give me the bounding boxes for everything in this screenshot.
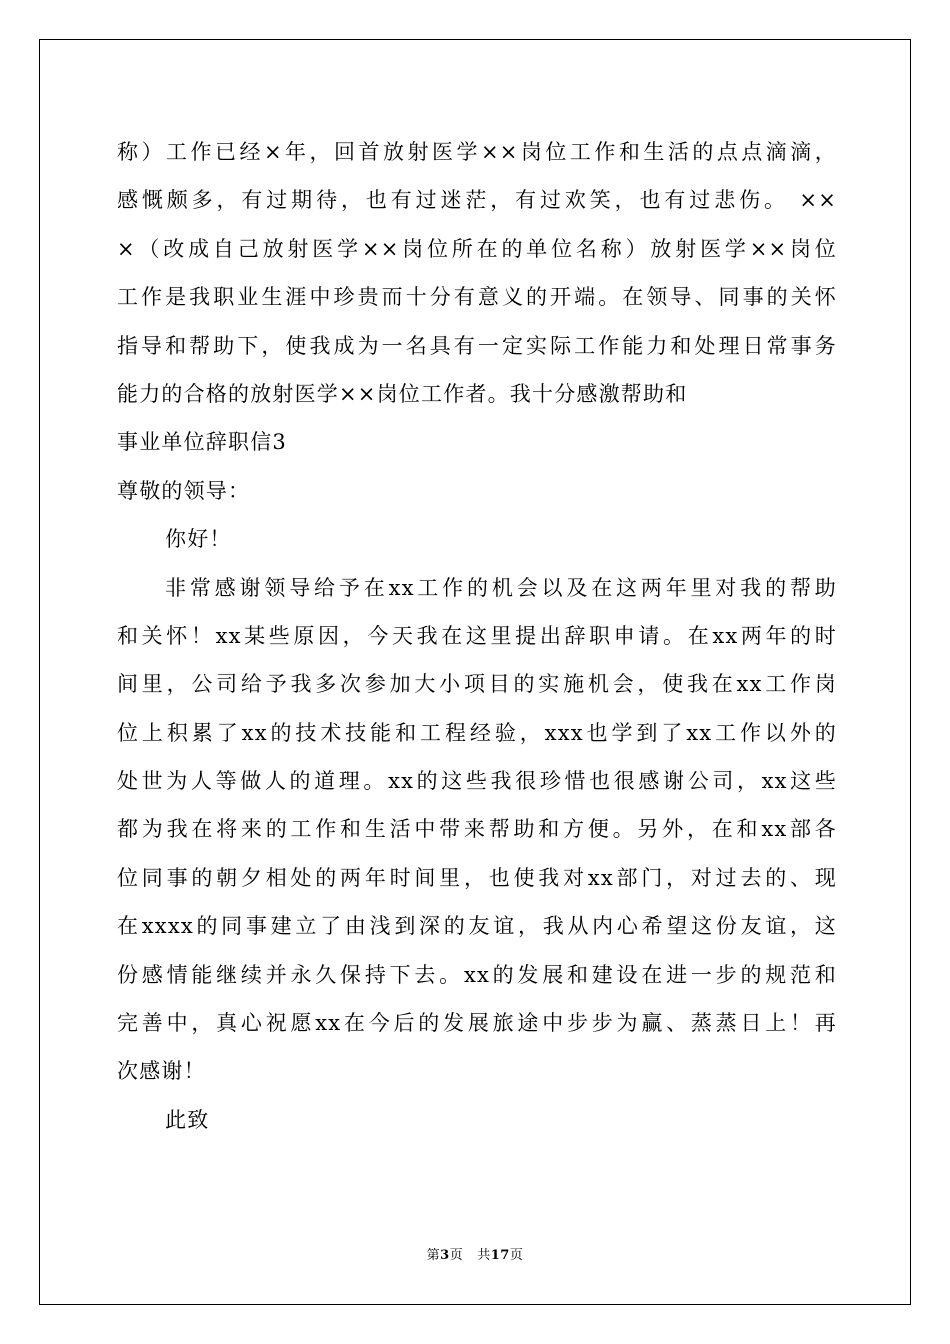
- text-line: 都为我在将来的工作和生活中带来帮助和方便。另外，在和xx部各: [117, 817, 837, 842]
- section-title: 事业单位辞职信3: [117, 430, 287, 455]
- continuation-paragraph: [117, 128, 837, 418]
- closing: 此致: [165, 1107, 210, 1132]
- text-line: 位上积累了xx的技术技能和工程经验，xxx也学到了xx工作以外的: [117, 720, 837, 745]
- text-line: 份感情能继续并永久保持下去。xx的发展和建设在进一步的规范和: [117, 962, 837, 987]
- text-line: 位同事的朝夕相处的两年时间里，也使我对xx部门，对过去的、现: [117, 865, 837, 890]
- total-pages: 17: [490, 1248, 510, 1263]
- letter-body-paragraph: [117, 564, 837, 1096]
- page-number: 3: [440, 1248, 450, 1263]
- text-line: 处世为人等做人的道理。xx的这些我很珍惜也很感谢公司，xx这些: [117, 769, 837, 794]
- document-body: [117, 128, 837, 1144]
- text-line: 次感谢！: [117, 1059, 206, 1084]
- text-line: 指导和帮助下，使我成为一名具有一定实际工作能力和处理日常事务: [117, 333, 837, 358]
- text-line: 完善中，真心祝愿xx在今后的发展旅途中步步为赢、蒸蒸日上！再: [117, 1011, 837, 1036]
- salutation: 尊敬的领导：: [117, 478, 251, 503]
- page-prefix: 第: [426, 1248, 441, 1263]
- page-footer: [0, 1244, 950, 1263]
- total-prefix: 共: [477, 1248, 491, 1263]
- text-line: 非常感谢领导给予在xx工作的机会以及在这两年里对我的帮助: [165, 575, 837, 600]
- text-line: 间里，公司给予我多次参加大小项目的实施机会，使我在xx工作岗: [117, 672, 837, 697]
- page-suffix: 页: [449, 1248, 464, 1263]
- text-line: 在xxxx的同事建立了由浅到深的友谊，我从内心希望这份友谊，这: [117, 914, 837, 939]
- text-line: 称）工作已经×年，回首放射医学××岗位工作和生活的点点滴滴，: [117, 140, 837, 164]
- text-line: 能力的合格的放射医学××岗位工作者。我十分感激帮助和: [117, 381, 688, 406]
- total-suffix: 页: [509, 1248, 524, 1263]
- text-line: 感慨颇多，有过期待，也有过迷茫，有过欢笑，也有过悲伤。 ××: [117, 188, 837, 213]
- text-line: 和关怀！xx某些原因，今天我在这里提出辞职申请。在xx两年的时: [117, 623, 837, 648]
- text-line: 工作是我职业生涯中珍贵而十分有意义的开端。在领导、同事的关怀: [117, 285, 837, 310]
- text-line: ×（改成自己放射医学××岗位所在的单位名称）放射医学××岗位: [117, 236, 837, 261]
- greeting: 你好！: [165, 527, 232, 552]
